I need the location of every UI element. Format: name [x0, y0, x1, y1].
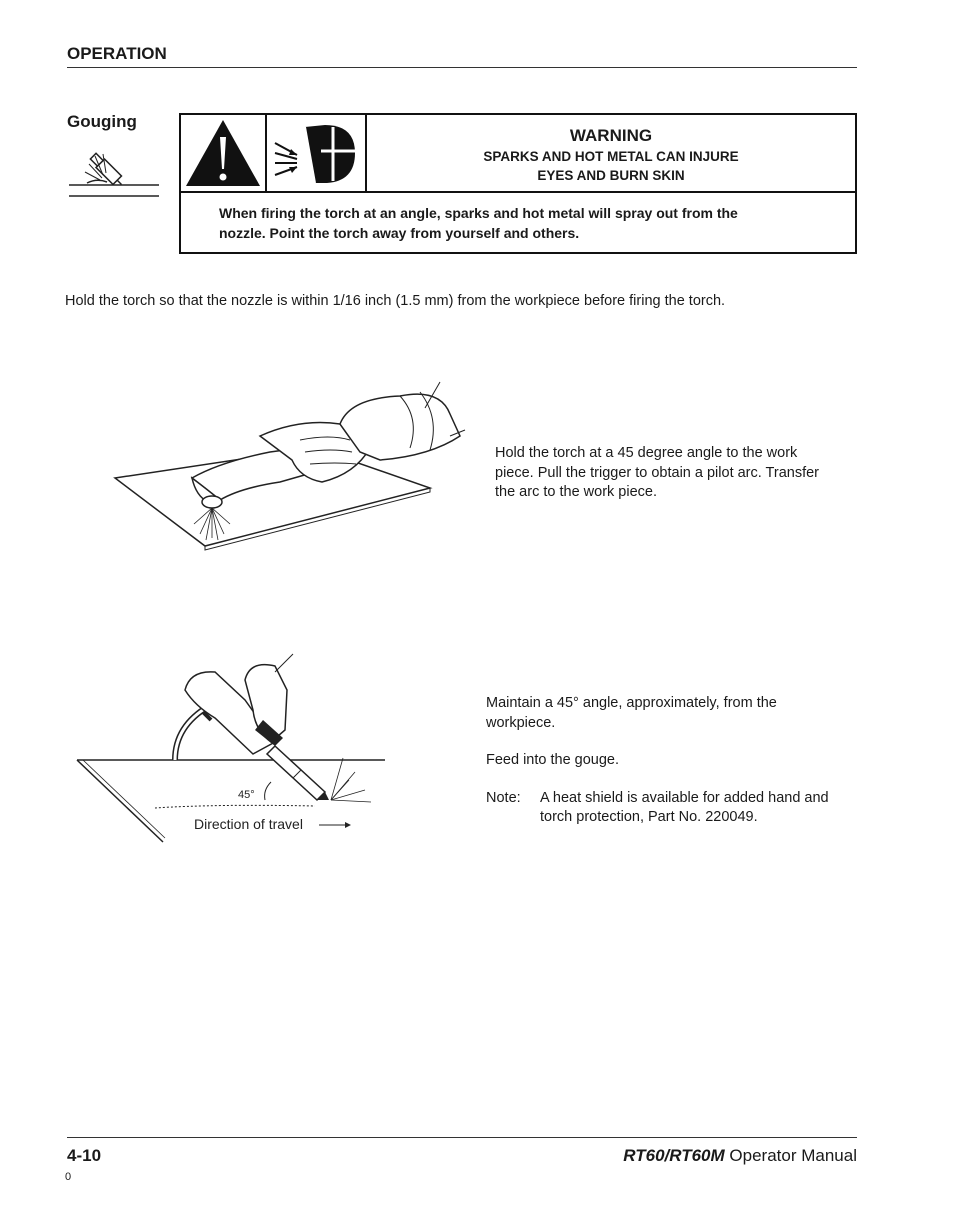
- warning-heading: [367, 125, 855, 185]
- step2-line1: Maintain a 45° angle, approximately, from the: [486, 695, 777, 711]
- step1-line1: Hold the torch at a 45 degree angle to the work: [495, 445, 798, 461]
- header-rule: [67, 67, 857, 68]
- note-line1: A heat shield is available for added hand and: [540, 789, 829, 806]
- section-title: OPERATION: [67, 44, 167, 63]
- step1-text: [495, 444, 819, 503]
- subsection-title: Gouging: [67, 112, 137, 131]
- page-number: 4-10: [67, 1146, 102, 1165]
- note-label: Note:: [486, 789, 521, 806]
- warning-title: WARNING: [569, 126, 653, 145]
- step2-text: [486, 694, 866, 828]
- warning-body-line1: When firing the torch at an angle, sparks and hot metal will spray out from the: [219, 205, 738, 221]
- warning-body-line2: nozzle. Point the torch away from yourself and others.: [219, 225, 580, 241]
- footer-rule: [67, 1137, 857, 1138]
- warning-header: [181, 115, 855, 193]
- step1-line2: piece. Pull the trigger to obtain a pilot arc. Transfer: [495, 464, 820, 481]
- direction-label: Direction of travel: [194, 816, 303, 832]
- face-shield-icon: [267, 115, 365, 191]
- figure-gouging-direction: [75, 650, 395, 850]
- intro-paragraph: Hold the torch so that the nozzle is within 1/16 inch (1.5 mm) from the workpiece before firing the torch.: [65, 293, 726, 309]
- face-shield-icon-cell: [267, 115, 367, 191]
- manual-title: [623, 1146, 857, 1166]
- step1-line3: the arc to the work piece.: [495, 484, 657, 500]
- gouging-icon: [67, 142, 163, 200]
- note-line2: torch protection, Part No. 220049.: [540, 809, 758, 825]
- angle-label: 45°: [238, 789, 255, 801]
- warning-subtitle-line2: EYES AND BURN SKIN: [537, 168, 685, 183]
- warning-icon-cell: [181, 115, 267, 191]
- step2-line2: workpiece.: [486, 714, 556, 731]
- warning-subtitle-line1: SPARKS AND HOT METAL CAN INJURE: [483, 149, 739, 164]
- warning-triangle-icon: [181, 115, 265, 191]
- model-name: RT60/RT60M: [623, 1146, 725, 1165]
- warning-body: [219, 203, 819, 243]
- warning-box: [179, 113, 857, 254]
- manual-name: Operator Manual: [729, 1146, 857, 1165]
- step2-note: [486, 789, 866, 828]
- revision-number: 0: [65, 1171, 72, 1183]
- step2-feed: Feed into the gouge.: [486, 752, 620, 768]
- figure-torch-angle: [100, 378, 470, 568]
